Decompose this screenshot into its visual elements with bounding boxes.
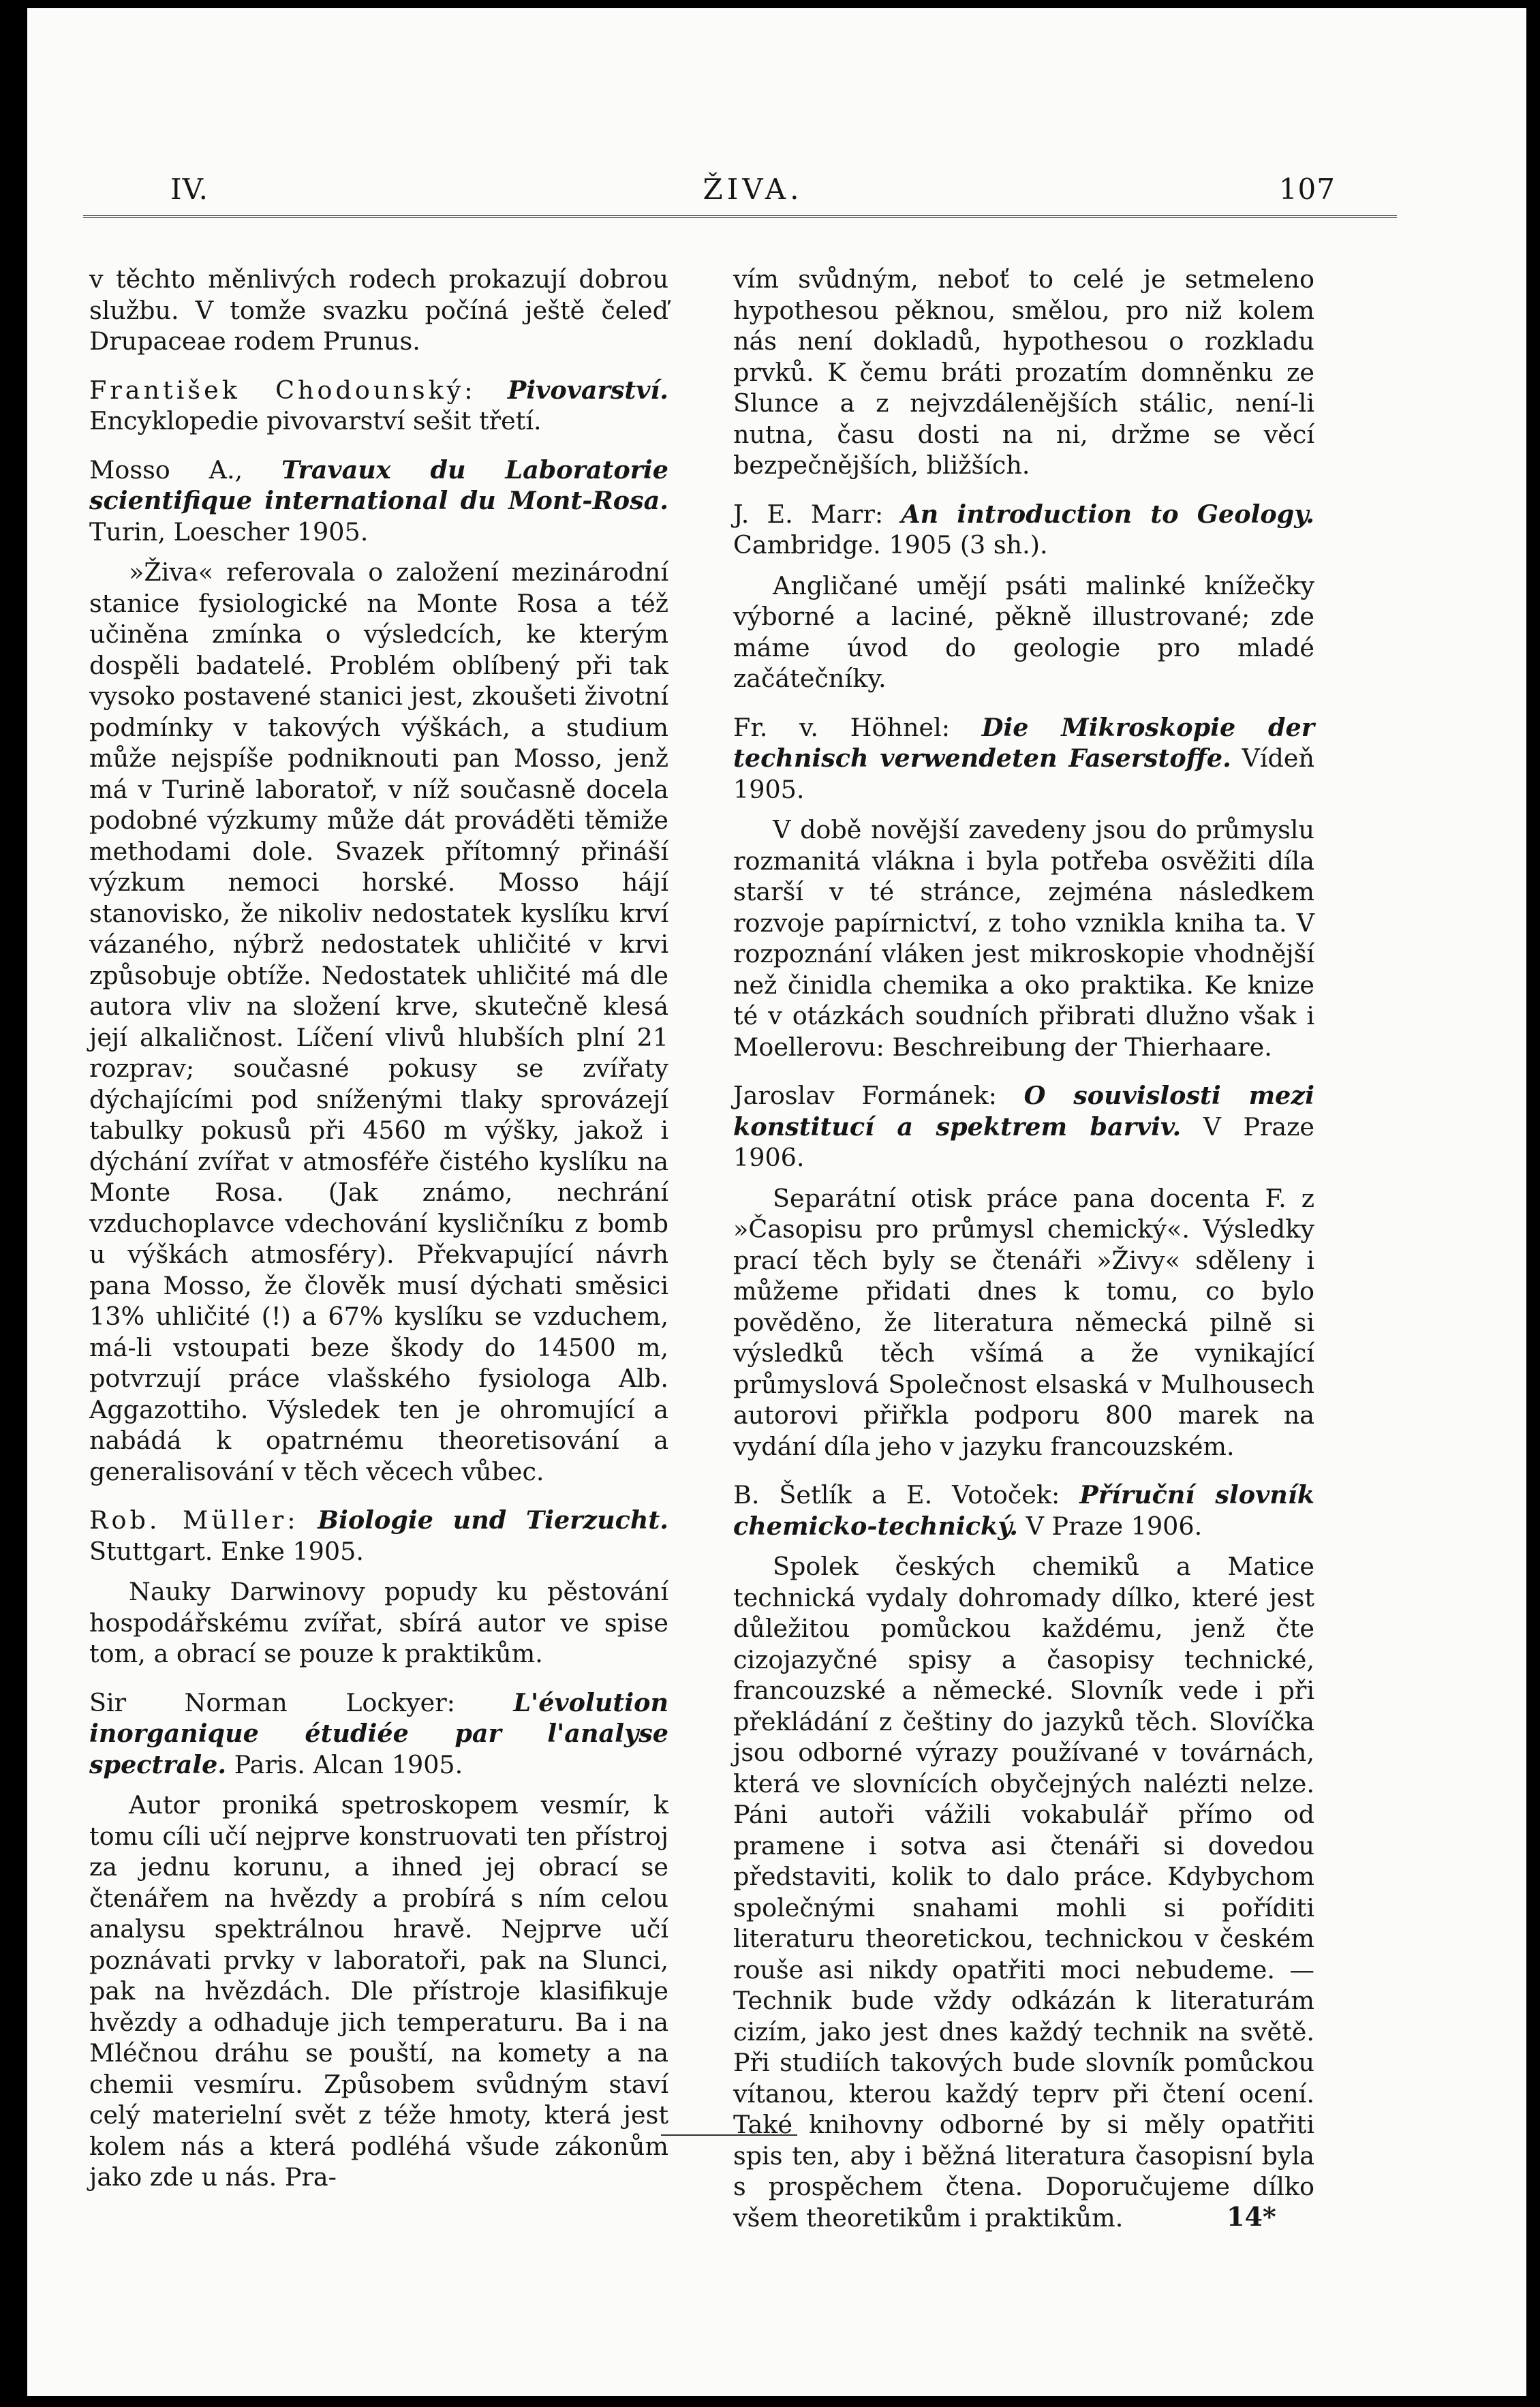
entry-title: Die Mikroskopie der technisch verwendeten Faserstoffe.: [733, 712, 1314, 773]
entry-title: Travaux du Laboratorie scientifique international du Mont-Rosa.: [89, 455, 668, 515]
bibliography-entry: [89, 1687, 668, 1781]
entry-publication: Vídeň 1905.: [733, 743, 1315, 804]
entry-publication: V Praze 1906.: [1017, 1511, 1203, 1541]
entry-publication: V Praze 1906.: [733, 1111, 1314, 1172]
paragraph: vím svůdným, neboť to celé je setmeleno hypothesou pěknou, smělou, pro niž kolem nás není dokladů, hypothesou o rozkladu prvků. K čemu bráti prozatím domněnku ze Slunce a z nejvzdálenějších stálic, není-li nutna, času dosti na ni, držme se věcí bezpečnějších, bližších.: [733, 264, 1314, 480]
entry-author: Sir Norman Lockyer:: [89, 1687, 455, 1717]
bibliography-entry: [733, 712, 1314, 806]
entry-title: Pivovarství.: [507, 375, 669, 405]
volume-number: IV.: [170, 172, 209, 206]
entry-title: An introduction to Geology.: [901, 499, 1314, 529]
paragraph: Angličané umějí psáti malinké knížečky výborné a laciné, pěkně illustrované; zde máme úvod do geologie pro mladé začátečníky.: [733, 570, 1314, 693]
entry-title: O souvislosti mezi konstitucí a spektrem barviv.: [733, 1081, 1314, 1141]
bibliography-entry: [733, 1480, 1314, 1542]
paragraph: Nauky Darwinovy popudy ku pěstování hospodářskému zvířat, sbírá autor ve spise tom, a obrací se pouze k praktikům.: [89, 1577, 668, 1668]
entry-author: J. E. Marr:: [733, 499, 884, 529]
paragraph: »Živa« referovala o založení mezinárodní stanice fysiologické na Monte Rosa a též učiněna zmínka o výsledcích, ke kterým dospěli badatelé. Problém oblíbený při tak vysoko postavené stanici jest, zkoušeti životní podmínky v takových výškách, a studium může nejspíše podniknouti pan Mosso, jenž má v Turině laboratoř, v níž současně docela podobné výzkumy může dát prováděti těmiže methodami dole. Svazek přítomný přináší výzkum nemoci horské. Mosso hájí stanovisko, že nikoliv nedostatek kyslíku krví vázaného, nýbrž nedostatek uhličité v krvi způsobuje obtíže. Nedostatek uhličité má dle autora vliv na složení krve, skutečně klesá její alkaličnost. Líčení vlivů hlubších plní 21 rozprav; současné pokusy se zvířaty dýchajícími pod sníženými tlaky sprovázejí tabulky pokusů při 4560 m výšky, jakož i dýchání zvířat v atmosféře čistého kyslíku na Monte Rosa. (Jak známo, nechrání vzduchoplavce vdechování kysličníku z bomb u výškách atmosféry). Překvapující návrh pana Mosso, že člověk musí dýchati směsici 13% uhličité (!) a 67% kyslíku se vzduchem, má-li vstoupati beze škody do 14500 m, potvrzují práce vlašského fysiologa Alb. Aggazottiho. Výsledek ten je ohromující a nabádá k opatrnému theoretisování a generalisování v těch věcech vůbec.: [89, 557, 668, 1486]
paragraph: Separátní otisk práce pana docenta F. z »Časopisu pro průmysl chemický«. Výsledky prací těch byly se čtenáři »Živy« sděleny i můžeme přidati dnes k tomu, co bylo pověděno, že literatura německá pilně si výsledků těch všímá a že vynikající průmyslová Společnost elsaská v Mulhousech autorovi přiřkla podporu 800 marek na vydání díla jeho v jazyku francouzském.: [733, 1183, 1314, 1461]
paragraph: v těchto měnlivých rodech prokazují dobrou službu. V tomže svazku počíná ještě čeleď Drupaceae rodem Prunus.: [89, 264, 668, 356]
entry-author: B. Šetlík a E. Votoček:: [733, 1480, 1060, 1509]
bibliography-entry: [89, 375, 668, 437]
page-number: 107: [1278, 172, 1336, 206]
section-end-rule: [661, 2134, 797, 2136]
entry-publication: Encyklopedie pivovarství sešit třetí.: [89, 406, 542, 435]
entry-author: František Chodounský:: [89, 375, 476, 405]
entry-title: L'évolution inorganique étudiée par l'analyse spectrale.: [89, 1687, 668, 1779]
header-rule: [83, 215, 1397, 218]
entry-author: Rob. Müller:: [89, 1505, 299, 1535]
left-column: [89, 264, 668, 2193]
paragraph: Spolek českých chemiků a Matice technická vydaly dohromady dílko, které jest důležitou pomůckou každému, jenž čte cizojazyčné spisy a časopisy technické, francouzské a německé. Slovník vede i při překládání z češtiny do jazyků těch. Slovíčka jsou odborné výrazy používané v továrnách, která ve slovnících obyčejných nalézti nelze. Páni autoři vážili vokabulář přímo od pramene i sotva asi čtenáři si dovedou představiti, kolik to dalo práce. Kdybychom společnými snahami mohli si poříditi literaturu theoretickou, technickou v českém rouše asi nikdy opatřiti moci nebudeme. — Technik bude vždy odkázán k literaturám cizím, jako jest dnes každý technik na světě. Při studiích takových bude slovník pomůckou vítanou, kterou každý teprv při čtení ocení. Také knihovny odborné by si měly opatřiti spis ten, aby i běžná literatura časopisní byla s prospěchem čtena. Doporučujeme dílko všem theoretikům i praktikům.: [733, 1552, 1314, 2233]
entry-title: Příruční slovník chemicko-technický.: [733, 1480, 1315, 1541]
entry-author: Jaroslav Formánek:: [733, 1081, 997, 1110]
entry-publication: Stuttgart. Enke 1905.: [89, 1536, 364, 1566]
entry-author: Mosso A.,: [89, 455, 243, 485]
running-header: [170, 170, 1336, 211]
scanned-page: [27, 8, 1526, 2396]
journal-title: ŽIVA.: [703, 172, 803, 206]
entry-author: Fr. v. Höhnel:: [733, 712, 951, 742]
right-column: [733, 264, 1314, 2233]
entry-title: Biologie und Tierzucht.: [318, 1505, 668, 1535]
bibliography-entry: [89, 455, 668, 548]
entry-publication: Cambridge. 1905 (3 sh.).: [733, 530, 1048, 559]
bibliography-entry: [89, 1505, 668, 1567]
bibliography-entry: [733, 499, 1314, 561]
entry-publication: Turin, Loescher 1905.: [89, 517, 369, 547]
bibliography-entry: [733, 1080, 1314, 1174]
paragraph: Autor proniká spetroskopem vesmír, k tomu cíli učí nejprve konstruovati ten přístroj za jednu korunu, a ihned jej obrací se čtenářem na hvězdy a probírá s ním celou analysu spektrálnou hravě. Nejprve učí poznávati prvky v laboratoři, pak na Slunci, pak na hvězdách. Dle přístroje klasifikuje hvězdy a odhaduje jich temperaturu. Ba i na Mléčnou dráhu se pouští, na komety a na chemii vesmíru. Způsobem svůdným staví celý materielní svět z téže hmoty, která jest kolem nás a která podléhá všude zákonům jako zde u nás. Pra-: [89, 1790, 668, 2192]
entry-publication: Paris. Alcan 1905.: [226, 1749, 463, 1779]
paragraph: V době novější zavedeny jsou do průmyslu rozmanitá vlákna i byla potřeba osvěžiti díla starší v té stránce, zejména následkem rozvoje papírnictví, z toho vznikla kniha ta. V rozpoznání vláken jest mikroskopie vhodnější než činidla chemika a oko praktika. Ke knize té v otázkách soudních přibrati dlužno však i Moellerovu: Beschreibung der Thierhaare.: [733, 815, 1314, 1062]
signature-mark: 14*: [1227, 2201, 1276, 2232]
